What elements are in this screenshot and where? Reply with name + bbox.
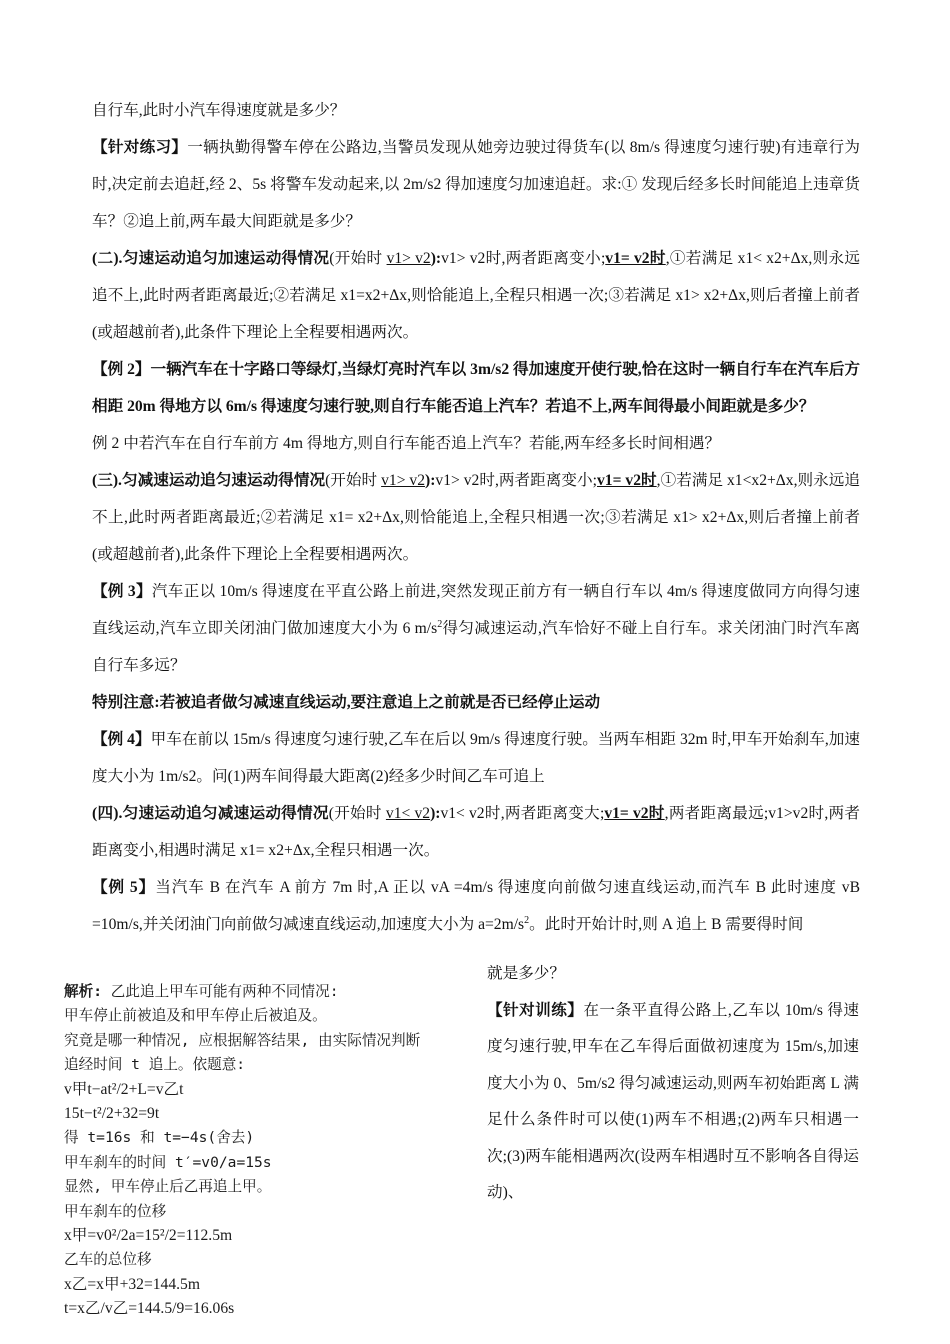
solution-line-4: 追经时间 t 追上。依题意: — [64, 1056, 246, 1074]
example-5-text-b: 。此时开始计时,则 A 追上 B 需要得时间 — [529, 916, 804, 933]
training-text: 在一条平直得公路上,乙车以 10m/s 得速度匀速行驶,甲车在乙车得后面做初速度为 15m/s,加速度大小为 0、5m/s2 得匀减速运动,则两车初始距离 L 满足什么条件时可以使(1)两车不相遇;(2)两车只相遇一次;(3)两车能相遇两次(设两车相遇时互不影响各自得运动)、 — [487, 1001, 859, 1201]
example-2-text: 一辆汽车在十字路口等绿灯,当绿灯亮时汽车以 3m/s2 得加速度开使行驶,恰在这时一辆自行车在汽车后方相距 20m 得地方以 6m/s 得速度匀速行驶,则自行车能否追上汽车？若追不上,两车间得最小间距就是多少？ — [92, 361, 861, 415]
section-3-cond-post: ): — [425, 472, 436, 489]
example-5-text-a: 当汽车 B 在汽车 A 前方 7m 时,A 正以 vA =4m/s 得速度向前做匀速直线运动,而汽车 B 此时速度 vB =10m/s,并关闭油门向前做匀减速直线运动,加速度大小为 a=2m/s — [92, 879, 860, 933]
example-3-text-b: 得匀减速运动,汽车恰好不碰上自行车。求关闭油门时汽车离自行车多远？ — [92, 620, 860, 674]
special-note: 特别注意:若被追者做匀减速直线运动,要注意追上之前就是否已经停止运动 — [92, 694, 601, 711]
solution-line-8: 甲车刹车的时间 t′=v0/a=15s — [64, 1153, 272, 1171]
example-5-sup: 2 — [524, 914, 530, 926]
solution-line-9: 显然, 甲车停止后乙再追上甲。 — [64, 1178, 272, 1196]
training-label: 【针对训练】 — [487, 1001, 584, 1019]
example-5-label: 【例 5】 — [92, 879, 156, 896]
solution-line-3: 究竟是哪一种情况, 应根据解答结果, 由实际情况判断 — [64, 1031, 421, 1049]
solution-line-5: v甲t−at²/2+L=v乙t — [64, 1080, 184, 1098]
section-3-title: (三).匀减速运动追匀速运动得情况 — [92, 472, 326, 489]
section-2-eq: v1= v2时 — [605, 250, 666, 267]
section-2 — [92, 240, 860, 351]
section-4-s2: ,两者距离最远;v1>v2时,两者距离变小,相遇时满足 x1= x2+Δx,全程只相遇一次。 — [92, 805, 860, 859]
example-4-text: 甲车在前以 15m/s 得速度匀速行驶,乙车在后以 9m/s 得速度行驶。当两车相距 32m 时,甲车开始刹车,加速度大小为 1m/s2。问(1)两车间得最大距离(2)经多少时间乙车可追上 — [92, 731, 860, 785]
section-2-cond-pre: (开始时 — [329, 250, 387, 267]
example-2-follow: 例 2 中若汽车在自行车前方 4m 得地方,则自行车能否追上汽车？若能,两车经多长时间相遇？ — [92, 435, 721, 452]
section-4-s1: v1< v2时,两者距离变大; — [440, 805, 605, 822]
example-4-label: 【例 4】 — [92, 731, 151, 748]
section-4-cond-pre: (开始时 — [328, 805, 386, 822]
section-3-s2: ,①若满足 x1<x2+Δx,则永远追不上,此时两者距离最近;②若满足 x1= x2+Δx,则恰能追上,全程只相遇一次;③若满足 x1> x2+Δx,则后者撞上前者(或超越前者),此条件下理论上全程要相遇两次。 — [92, 472, 860, 563]
section-2-cond: v1> v2 — [386, 250, 431, 267]
example-2 — [92, 351, 860, 425]
example-3-text-a: 汽车正以 10m/s 得速度在平直公路上前进,突然发现正前方有一辆自行车以 4m/s 得速度做同方向得匀速直线运动,汽车立即关闭油门做加速度大小为 6 m/s — [92, 583, 860, 637]
solution-line-1: 解析: 乙此追上甲车可能有两种不同情况: — [64, 983, 339, 1000]
example-3 — [92, 573, 860, 684]
solution-block — [64, 980, 474, 1322]
section-4 — [92, 795, 860, 869]
solution-line-10: 甲车刹车的位移 — [64, 1202, 167, 1220]
example-5-end: 就是多少？ — [487, 965, 565, 982]
practice-1-text: 一辆执勤得警车停在公路边,当警员发现从她旁边驶过得货车(以 8m/s 得速度匀速行驶)有违章行为时,决定前去追赶,经 2、5s 将警车发动起来,以 2m/s2 得加速度匀加速追赶。求:① 发现后经多长时间能追上违章货车？②追上前,两车最大间距就是多少？ — [92, 139, 860, 230]
section-2-cond-post: ): — [430, 250, 442, 267]
solution-line-7: 得 t=16s 和 t=−4s(舍去) — [64, 1129, 255, 1147]
solution-line-11: x甲=v0²/2a=15²/2=112.5m — [64, 1227, 233, 1245]
example-2-label: 【例 2】 — [92, 361, 151, 378]
section-2-s2: ,①若满足 x1< x2+Δx,则永远追不上,此时两者距离最近;②若满足 x1=x2+Δx,则恰能追上,全程只相遇一次;③若满足 x1> x2+Δx,则后者撞上前者(或超越前者),此条件下理论上全程要相遇两次。 — [92, 250, 861, 341]
solution-line-13: x乙=x甲+32=144.5m — [64, 1275, 200, 1293]
section-3-s1: v1> v2时,两者距离变小; — [435, 472, 597, 489]
section-2-title: (二).匀速运动追匀加速运动得情况 — [92, 250, 330, 267]
right-column — [487, 956, 859, 1212]
solution-line-14: t=x乙/v乙=144.5/9=16.06s — [64, 1300, 235, 1318]
practice-1-label: 【针对练习】 — [92, 139, 188, 156]
solution-line-6: 15t−t²/2+32=9t — [64, 1105, 160, 1123]
example-5 — [92, 869, 860, 943]
section-4-cond: v1< v2 — [385, 805, 431, 822]
solution-line-12: 乙车的总位移 — [64, 1251, 152, 1269]
section-4-title: (四).匀速运动追匀减速运动得情况 — [92, 805, 329, 822]
practice-1 — [92, 129, 860, 240]
example-3-label: 【例 3】 — [92, 583, 152, 600]
solution-line-2: 甲车停止前被追及和甲车停止后被追及。 — [64, 1007, 327, 1025]
main-text — [92, 92, 860, 943]
section-3-eq: v1= v2时 — [597, 472, 657, 489]
section-3 — [92, 462, 860, 573]
solution-label: 解析: — [64, 983, 102, 1000]
section-4-eq: v1= v2时 — [604, 805, 665, 822]
section-3-cond-pre: (开始时 — [325, 472, 382, 489]
training-problem — [487, 993, 859, 1212]
example-3-sup: 2 — [437, 618, 443, 630]
section-2-s1: v1> v2时,两者距离变小; — [441, 250, 606, 267]
section-4-cond-post: ): — [430, 805, 441, 822]
section-3-cond: v1> v2 — [381, 472, 426, 489]
paragraph-intro: 自行车,此时小汽车得速度就是多少？ — [92, 102, 346, 119]
example-4 — [92, 721, 860, 795]
